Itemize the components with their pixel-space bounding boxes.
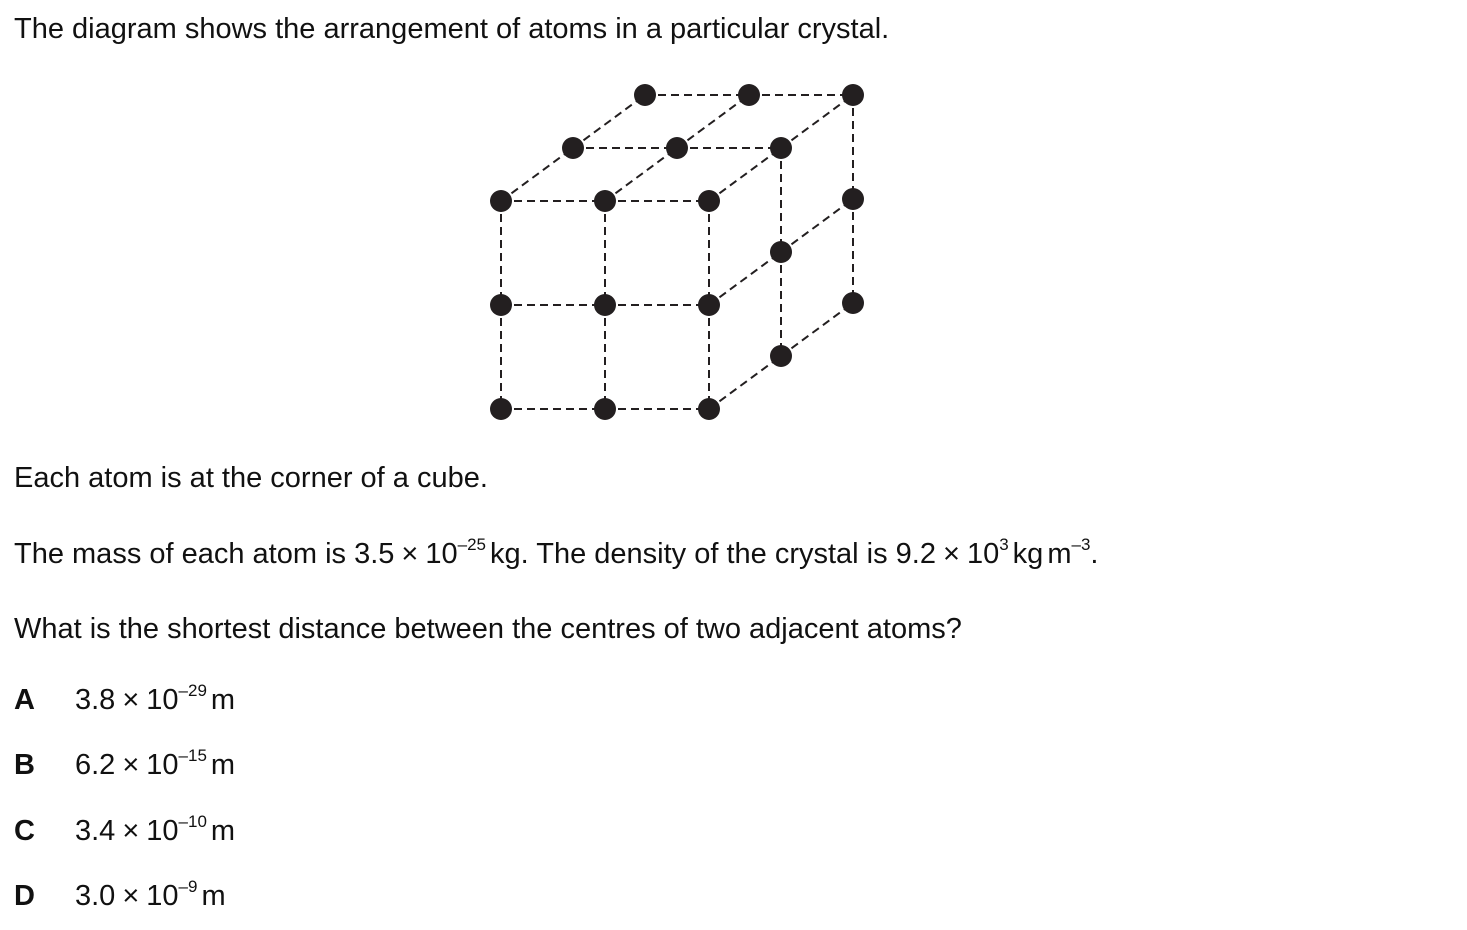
atom (666, 137, 688, 159)
option-base: 10 (146, 684, 179, 716)
option-base: 10 (146, 880, 179, 912)
times-sign: × (122, 684, 140, 716)
atom (842, 84, 864, 106)
density-prefix: . The density of the crystal is (520, 538, 896, 570)
atom (562, 137, 584, 159)
mass-unit: kg (490, 538, 521, 570)
atom (698, 190, 720, 212)
option-b[interactable] (14, 748, 235, 782)
option-exponent: –9 (178, 877, 198, 896)
option-base: 10 (146, 749, 179, 781)
density-base: 10 (966, 538, 1000, 570)
lattice-bond (677, 95, 749, 148)
lattice-bond (781, 199, 853, 252)
density-coefficient: 9.2 (895, 538, 936, 570)
option-c[interactable] (14, 814, 235, 848)
times-sign: × (122, 815, 140, 847)
atom (490, 190, 512, 212)
option-unit: m (201, 880, 226, 912)
option-exponent: –15 (178, 746, 207, 765)
density-unit-m: m (1047, 538, 1072, 570)
atom (594, 294, 616, 316)
option-unit: m (210, 749, 236, 781)
atom (594, 398, 616, 420)
option-letter: A (14, 684, 35, 716)
question-prompt: What is the shortest distance between the centres of two adjacent atoms? (14, 613, 962, 645)
lattice-bond (781, 95, 853, 148)
mass-base: 10 (425, 538, 458, 570)
times-sign: × (122, 749, 140, 781)
atom (490, 398, 512, 420)
times-sign: × (122, 880, 140, 912)
lattice-bond (573, 95, 645, 148)
mass-coefficient: 3.5 (354, 538, 395, 570)
atom (770, 241, 792, 263)
option-d[interactable] (14, 879, 226, 913)
lattice-bond (605, 148, 677, 201)
intro-text: The diagram shows the arrangement of atoms in a particular crystal. (14, 13, 890, 45)
option-coefficient: 3.0 (75, 880, 116, 912)
density-unit-kg: kg (1012, 538, 1044, 570)
density-exponent: 3 (999, 535, 1009, 554)
lattice-atoms (490, 84, 864, 420)
option-unit: m (210, 815, 236, 847)
atom (698, 294, 720, 316)
statement-text: Each atom is at the corner of a cube. (14, 462, 488, 494)
option-coefficient: 6.2 (75, 749, 116, 781)
mass-exponent: –25 (457, 535, 486, 554)
option-letter: B (14, 749, 35, 781)
atom (842, 292, 864, 314)
atom (634, 84, 656, 106)
lattice-bond (709, 252, 781, 305)
option-exponent: –10 (178, 812, 207, 831)
option-letter: D (14, 880, 35, 912)
option-letter: C (14, 815, 35, 847)
option-unit: m (210, 684, 236, 716)
option-coefficient: 3.4 (75, 815, 116, 847)
lattice-bond (501, 148, 573, 201)
sentence-end: . (1090, 538, 1099, 570)
times-sign: × (401, 538, 419, 570)
atom (698, 398, 720, 420)
option-a[interactable] (14, 683, 235, 717)
atom (490, 294, 512, 316)
atom (770, 137, 792, 159)
mass-prefix: The mass of each atom is (14, 538, 355, 570)
density-unit-exponent: –3 (1071, 535, 1091, 554)
atom (770, 345, 792, 367)
atom (738, 84, 760, 106)
lattice-bond (781, 303, 853, 356)
lattice-bond (709, 148, 781, 201)
option-coefficient: 3.8 (75, 684, 116, 716)
atom (842, 188, 864, 210)
option-base: 10 (146, 815, 179, 847)
times-sign: × (943, 538, 960, 570)
atom (594, 190, 616, 212)
option-exponent: –29 (178, 681, 207, 700)
data-line (14, 537, 1098, 571)
lattice-bond (709, 356, 781, 409)
crystal-lattice-diagram (0, 0, 1467, 440)
